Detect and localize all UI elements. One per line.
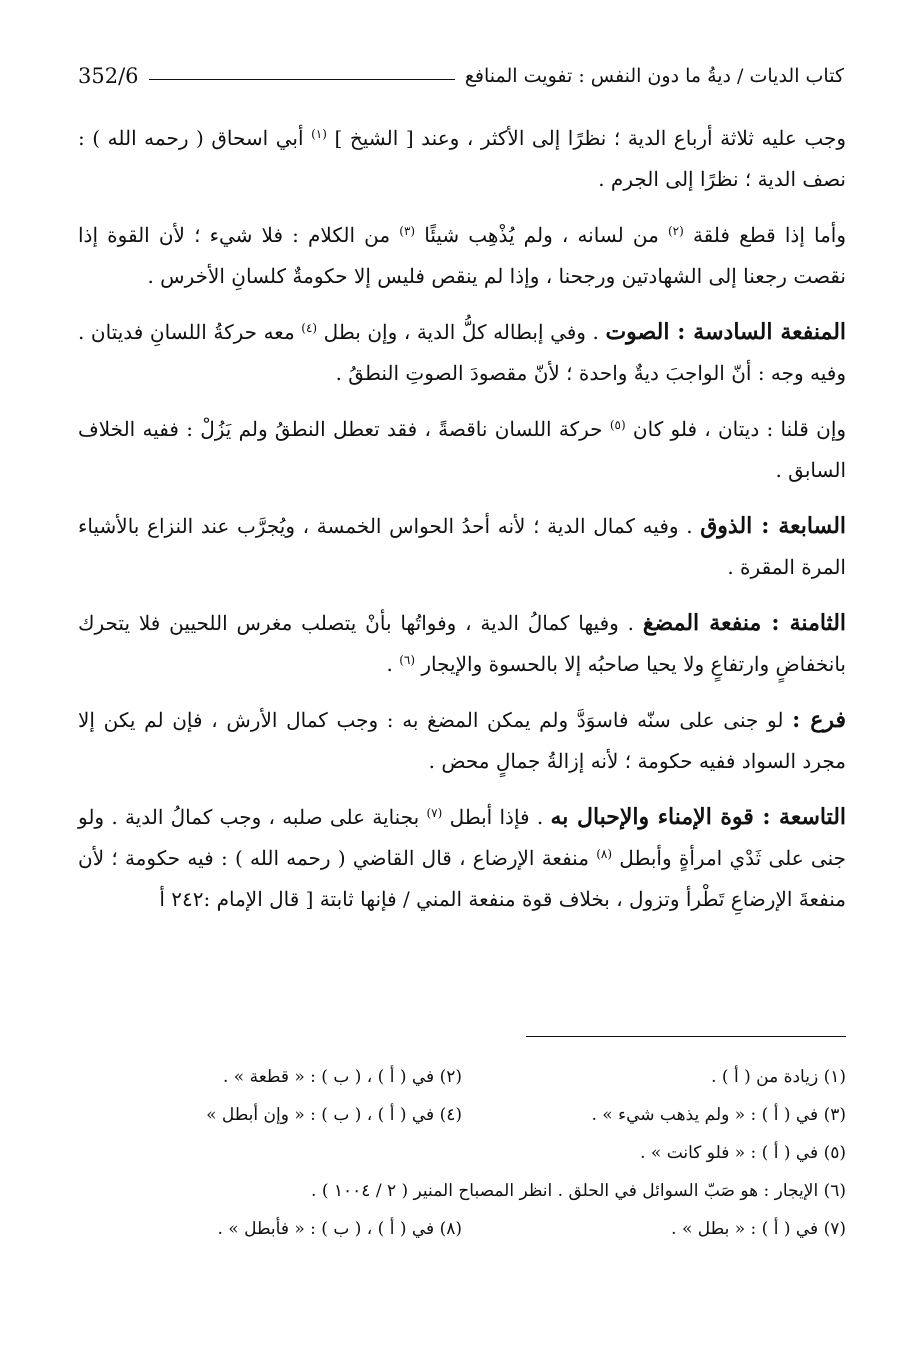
footnote-row — [78, 1096, 846, 1134]
footnote-6: (٦) الإيجار : هو صَبّ السوائل في الحلق . انظر المصباح المنير ( ٢ / ١٠٠٤ ) . — [311, 1181, 846, 1201]
footnote-ref-8: (٨) — [596, 847, 613, 861]
page-number: 352/6 — [78, 64, 139, 88]
text-segment: من لسانه ، ولم يُذْهِب شيئًا — [424, 223, 659, 247]
footnote-separator — [526, 1036, 846, 1037]
footnote-2: (٢) في ( أ ) ، ( ب ) : « قطعة » . — [222, 1067, 462, 1087]
text-segment: وجب عليه ثلاثة أرباع الدية ؛ نظرًا إلى الأكثر ، وعند [ الشيخ ] — [334, 126, 847, 150]
paragraph-6 — [78, 603, 846, 685]
running-title: كتاب الديات / ديةُ ما دون النفس : تفويت المنافع — [464, 65, 844, 87]
footnote-ref-1: (١) — [311, 127, 327, 141]
footnote-ref-5: (٥) — [609, 418, 626, 432]
footnote-5: (٥) في ( أ ) : « فلو كانت » . — [640, 1143, 846, 1163]
paragraph-4 — [78, 409, 846, 491]
footnote-row — [78, 1058, 846, 1096]
text-segment: . وفي إبطاله كلُّ الدية ، وإن بطل — [323, 320, 599, 344]
footnote-row — [78, 1134, 846, 1172]
page-header — [78, 60, 844, 92]
text-segment: . — [386, 652, 393, 676]
paragraph-1 — [78, 118, 846, 200]
footnote-ref-2: (٢) — [667, 224, 684, 238]
text-segment: معه حركةُ اللسانِ فديتان . وفيه وجه : أنّ الواجبَ ديةٌ واحدة ؛ لأنّ مقصودَ الصوتِ النطقُ . — [78, 320, 846, 385]
text-segment: منفعة الإرضاع ، قال القاضي ( رحمه الله ) : فيه حكومة ؛ لأن منفعةَ الإرضاعِ تَطْرأ وتزول ، بخلاف قوة منفعة المني / فإنها ثابتة [ قال الإمام :٢٤٢ أ — [78, 846, 846, 911]
header-rule — [149, 79, 455, 80]
text-segment: بجناية على صلبه ، وجب كمالُ الدية . ولو جنى على ثَدْي امرأةٍ وأبطل — [78, 805, 847, 870]
footnote-ref-3: (٣) — [399, 224, 416, 238]
footnote-3: (٣) في ( أ ) : « ولم يذهب شيء » . — [591, 1105, 846, 1125]
text-segment: حركة اللسان ناقصةً ، فقد تعطل النطقُ ولم يَزُلْ : ففيه الخلاف السابق . — [78, 417, 846, 482]
footnotes — [78, 1058, 846, 1248]
paragraph-3 — [78, 312, 846, 394]
footnote-ref-4: (٤) — [301, 321, 318, 335]
paragraph-5 — [78, 506, 846, 588]
footnote-row — [78, 1172, 846, 1210]
footnote-row — [78, 1210, 846, 1248]
text-segment: . فإذا أبطل — [449, 805, 544, 829]
text-segment: وإن قلنا : ديتان ، فلو كان — [632, 417, 847, 441]
section-heading-taste: السابعة : الذوق — [700, 513, 847, 539]
footnote-7: (٧) في ( أ ) : « بطل » . — [671, 1219, 846, 1239]
text-segment: . وفيها كمالُ الدية ، وفواتُها بأنْ يتصلب مغرس اللحيين فلا يتحرك بانخفاضٍ وارتفاعٍ ولا يحيا صاحبُه إلا بالحسوة والإيجار — [78, 611, 846, 676]
footnote-ref-6: (٦) — [399, 653, 416, 667]
paragraph-2 — [78, 215, 846, 297]
text-segment: وأما إذا قطع فلقة — [692, 223, 847, 247]
text-segment: لو جنى على سنّه فاسوَدَّ ولم يمكن المضغ به : وجب كمال الأرش ، فإن لم يكن إلا مجرد السواد ففيه حكومة ؛ لأنه إزالةُ جمالٍ محض . — [78, 708, 846, 773]
text-segment: من الكلام : فلا شيء ؛ لأن القوة إذا نقصت رجعنا إلى الشهادتين ورجحنا ، وإذا لم ينقص فليس إلا حكومةٌ كلسانِ الأخرس . — [78, 223, 846, 288]
main-text — [78, 118, 846, 935]
footnote-1: (١) زيادة من ( أ ) . — [711, 1067, 846, 1087]
footnote-4: (٤) في ( أ ) ، ( ب ) : « وإن أبطل » — [206, 1105, 462, 1125]
section-heading-voice: المنفعة السادسة : الصوت — [605, 319, 847, 345]
text-segment: . وفيه كمال الدية ؛ لأنه أحدُ الحواس الخمسة ، ويُجرَّب عند النزاع بالأشياء المرة المقرة . — [78, 514, 846, 579]
section-heading-chewing: الثامنة : منفعة المضغ — [642, 610, 847, 636]
section-heading-branch: فرع : — [792, 707, 847, 733]
section-heading-ninth: التاسعة : قوة الإمناء والإحبال به — [550, 804, 847, 830]
footnote-ref-7: (٧) — [426, 806, 443, 820]
paragraph-7 — [78, 700, 846, 782]
text-segment: أبي اسحاق ( رحمه الله ) : نصف الدية ؛ نظرًا إلى الجرم . — [78, 126, 846, 191]
paragraph-8 — [78, 797, 846, 920]
footnote-8: (٨) في ( أ ) ، ( ب ) : « فأبطل » . — [217, 1219, 462, 1239]
